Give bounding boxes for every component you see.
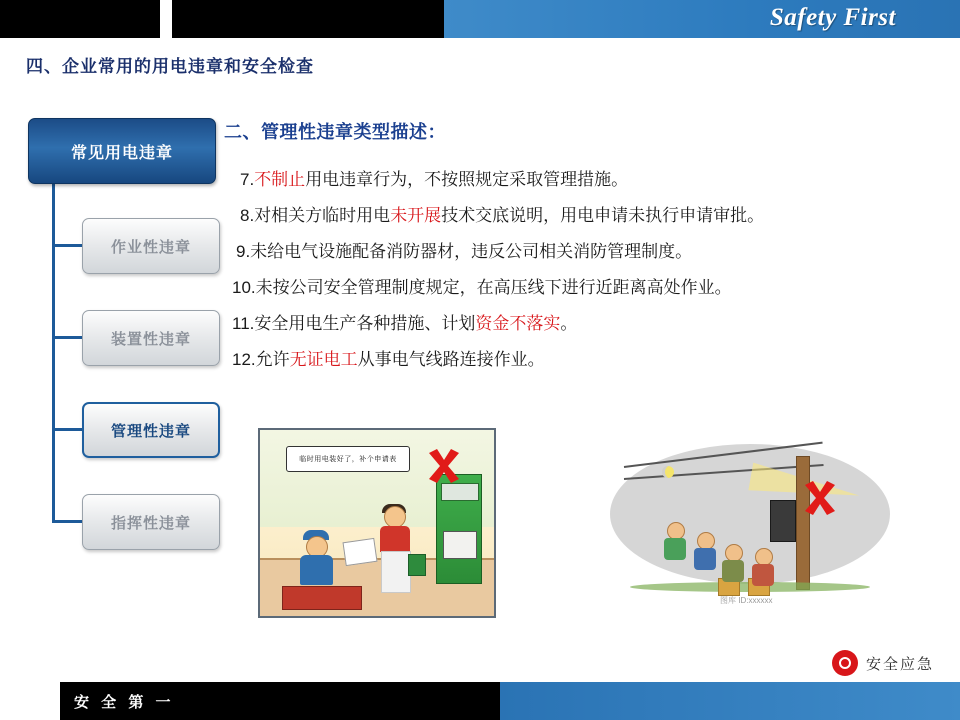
wechat-logo-icon: [832, 650, 858, 676]
body-text: 。: [560, 314, 578, 333]
footer-blue: [500, 682, 960, 720]
toolbag-icon: [408, 554, 426, 576]
body-text: 9.未给电气设施配备消防器材，违反公司相关消防管理制度。: [236, 242, 693, 261]
content-line: [232, 342, 942, 378]
body-text: 12.允许: [232, 350, 290, 369]
body-text: 8.对相关方临时用电: [240, 206, 391, 225]
content-line: [232, 234, 942, 270]
wechat-account-name: 安全应急: [865, 655, 934, 673]
torso-shape: [752, 564, 774, 586]
banner-white-gap: [160, 0, 172, 38]
body-text: 从事电气线路连接作业。: [357, 350, 545, 369]
flow-connector-3: [52, 428, 82, 431]
footer-white-left: [0, 682, 60, 720]
banner-black-right: [172, 0, 444, 38]
body-text: 用电违章行为，不按照规定采取管理措施。: [305, 170, 629, 189]
flow-node-root[interactable]: 常见用电违章: [28, 118, 216, 184]
cabinet-meter-panel: [443, 531, 477, 559]
content-lines: [232, 162, 942, 378]
title-divider: [24, 82, 414, 83]
flow-chart: [24, 118, 219, 558]
worker-figure: [692, 532, 718, 576]
x-mark-icon-right: [800, 478, 840, 518]
flow-node-command[interactable]: 指挥性违章: [82, 494, 220, 550]
torso-shape: [694, 548, 716, 570]
head-shape: [384, 506, 406, 528]
flow-node-equipment[interactable]: 装置性违章: [82, 310, 220, 366]
illustration-right: [600, 420, 900, 610]
worker-figure: [750, 548, 776, 592]
flow-node-operational[interactable]: 作业性违章: [82, 218, 220, 274]
content-heading: 二、管理性违章类型描述：: [224, 122, 446, 142]
body-text: 11.安全用电生产各种措施、计划: [232, 314, 476, 333]
page-title: 四、企业常用的用电违章和安全检查: [26, 57, 314, 76]
flow-connector-2: [52, 336, 82, 339]
highlighted-text: 无证电工: [289, 350, 358, 369]
shirt-shape: [380, 526, 410, 552]
worker-red-figure: [372, 504, 420, 596]
electrical-cabinet-icon: [436, 474, 482, 584]
body-text: 10.未按公司安全管理制度规定，在高压线下进行近距离高处作业。: [232, 278, 732, 297]
footer-banner: [0, 682, 960, 720]
highlighted-text: 未开展: [390, 206, 442, 225]
highlighted-text: 资金不落实: [475, 314, 561, 333]
electrical-box-shape: [770, 500, 796, 542]
utility-pole-shape: [796, 456, 810, 590]
wechat-badge: [832, 650, 934, 676]
image-watermark: 图库 ID:xxxxxx: [720, 596, 773, 605]
pants-shape: [381, 551, 411, 593]
worker-figure: [662, 522, 688, 566]
speech-bubble: 临时用电装好了，补个申请表: [286, 446, 410, 472]
body-shape: [300, 555, 333, 585]
highlighted-text: 不制止: [254, 170, 306, 189]
content-line: [232, 270, 942, 306]
banner-black-left: [0, 0, 160, 38]
brand-title: Safety First: [769, 4, 896, 31]
moon-icon: [662, 466, 674, 478]
worker-blue-figure: [294, 530, 340, 592]
top-banner: [0, 0, 960, 38]
body-text: 技术交底说明，用电申请未执行申请审批。: [441, 206, 765, 225]
torso-shape: [722, 560, 744, 582]
content-line: [232, 306, 942, 342]
worker-figure: [720, 544, 746, 588]
content-line: [232, 198, 942, 234]
content-line: [232, 162, 942, 198]
flow-connector-1: [52, 244, 82, 247]
torso-shape: [664, 538, 686, 560]
flow-connector-4: [52, 520, 82, 523]
footer-slogan: 安 全 第 一: [74, 694, 175, 711]
flow-connector-vertical: [52, 184, 55, 522]
flow-node-management[interactable]: 管理性违章: [82, 402, 220, 458]
body-text: 7.: [240, 170, 255, 189]
x-mark-icon-left: [424, 446, 464, 486]
